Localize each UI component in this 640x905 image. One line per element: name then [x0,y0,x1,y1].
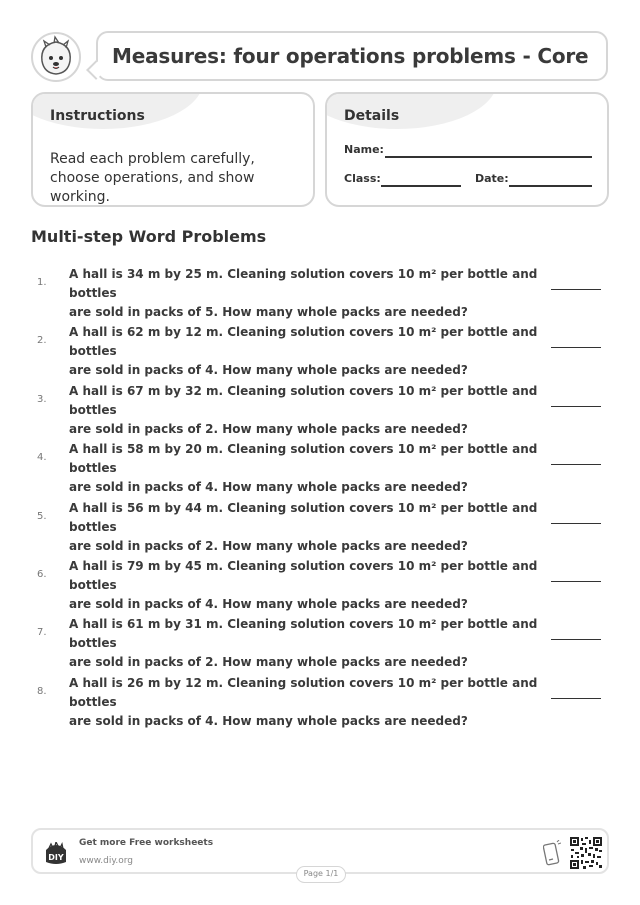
qr-code-icon[interactable] [570,837,602,869]
answer-line[interactable] [551,289,601,290]
question-number: 3. [37,394,47,405]
footer-promo-text: Get more Free worksheets [79,838,214,848]
answer-line[interactable] [551,406,601,407]
question-text: A hall is 58 m by 20 m. Cleaning solution covers 10 m² per bottle and bottles are sold in packs of 4. How many whole packs are needed? [69,442,538,494]
question-item [31,557,609,611]
question-number: 6. [37,569,47,580]
name-label: Name: [344,143,384,156]
date-field[interactable] [509,185,592,187]
question-number: 7. [37,627,47,638]
instructions-panel [31,92,315,207]
details-heading: Details [344,108,400,124]
details-panel [325,92,609,207]
question-number: 4. [37,452,47,463]
answer-line[interactable] [551,698,601,699]
name-field[interactable] [385,156,592,158]
section-title: Multi-step Word Problems [31,227,267,246]
question-item [31,615,609,669]
question-text: A hall is 34 m by 25 m. Cleaning solution covers 10 m² per bottle and bottles are sold in packs of 5. How many whole packs are needed? [69,267,538,319]
question-item [31,265,609,319]
answer-line[interactable] [551,639,601,640]
question-text: A hall is 79 m by 45 m. Cleaning solution covers 10 m² per bottle and bottles are sold in packs of 4. How many whole packs are needed? [69,559,538,611]
question-item [31,499,609,553]
page-title: Measures: four operations problems - Core [112,44,589,68]
question-item [31,323,609,377]
mascot-icon [30,31,82,83]
question-text: A hall is 56 m by 44 m. Cleaning solution covers 10 m² per bottle and bottles are sold in packs of 2. How many whole packs are needed? [69,501,538,553]
question-text: A hall is 26 m by 12 m. Cleaning solution covers 10 m² per bottle and bottles are sold in packs of 4. How many whole packs are needed? [69,676,538,728]
question-number: 2. [37,335,47,346]
instructions-heading: Instructions [50,108,145,124]
svg-text:DIY: DIY [48,853,64,862]
diy-logo-icon[interactable] [43,842,69,866]
page-number-badge: Page 1/1 [296,866,346,883]
question-item [31,440,609,494]
question-text: A hall is 67 m by 32 m. Cleaning solution covers 10 m² per bottle and bottles are sold in packs of 2. How many whole packs are needed? [69,384,538,436]
answer-line[interactable] [551,347,601,348]
date-label: Date: [475,172,509,185]
question-text: A hall is 62 m by 12 m. Cleaning solution covers 10 m² per bottle and bottles are sold in packs of 4. How many whole packs are needed? [69,325,538,377]
title-box [96,31,608,81]
question-number: 5. [37,511,47,522]
question-text: A hall is 61 m by 31 m. Cleaning solution covers 10 m² per bottle and bottles are sold in packs of 2. How many whole packs are needed? [69,617,538,669]
question-number: 8. [37,686,47,697]
question-number: 1. [37,277,47,288]
class-field[interactable] [381,185,461,187]
phone-icon [543,840,561,866]
instructions-text: Read each problem carefully, choose operations, and show working. [50,151,255,205]
footer-url-link[interactable]: www.diy.org [79,856,133,866]
answer-line[interactable] [551,464,601,465]
question-item [31,674,609,728]
question-item [31,382,609,436]
answer-line[interactable] [551,581,601,582]
answer-line[interactable] [551,523,601,524]
class-label: Class: [344,172,381,185]
